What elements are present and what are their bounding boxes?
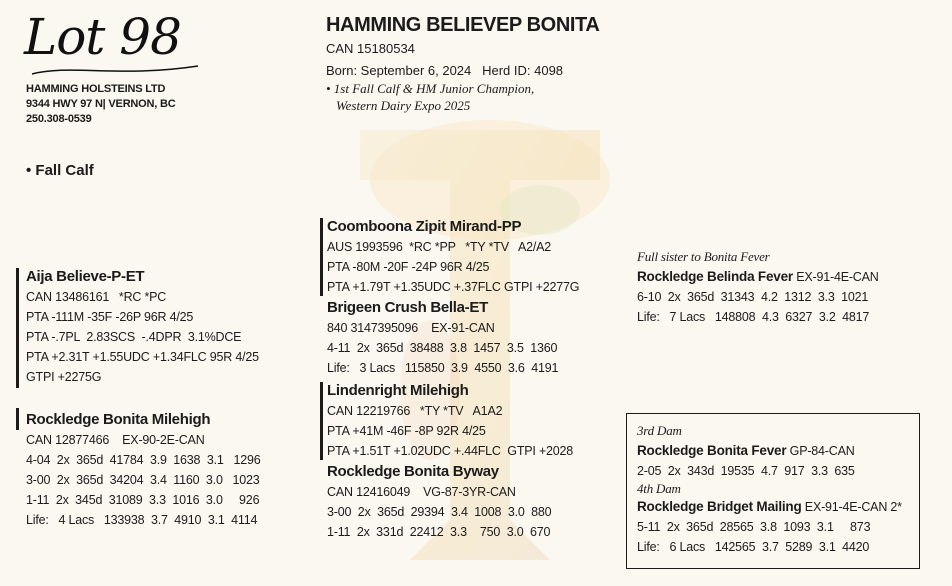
fourth-dam-label: 4th Dam [637, 481, 681, 496]
sire-sire-name: Coomboona Zipit Mirand-PP [327, 218, 522, 235]
dam-bracket [16, 408, 19, 430]
fourth-dam-line: 5-11 2x 365d 28565 3.8 1093 3.1 873 [637, 520, 871, 534]
animal-honors [326, 80, 534, 114]
dam-sire-line: PTA +1.51T +1.02UDC +.44FLC GTPI +2028 [327, 444, 574, 458]
dam-line: CAN 12877466 EX-90-2E-CAN [26, 433, 205, 447]
sire-line: PTA +2.31T +1.55UDC +1.34FLC 95R 4/25 [26, 350, 259, 364]
animal-born: Born: September 6, 2024 Herd ID: 4098 [326, 63, 564, 78]
dam-dam-line: 1-11 2x 331d 22412 3.3 750 3.0 670 [327, 525, 551, 539]
dam-dam-line: 3-00 2x 365d 29394 3.4 1008 3.0 880 [327, 505, 552, 519]
dam-sire-line: PTA +41M -46F -8P 92R 4/25 [327, 424, 486, 438]
dam-block [26, 410, 260, 530]
animal-name: HAMMING BELIEVEP BONITA [326, 14, 600, 36]
sister-line: Life: 7 Lacs 148808 4.3 6327 3.2 4817 [637, 310, 870, 324]
sire-dam-line: 4-11 2x 365d 38488 3.8 1457 3.5 1360 [327, 341, 558, 355]
sire-line: PTA -.7PL 2.83SCS -.4DPR 3.1%DCE [26, 330, 242, 344]
honor-line-2: Western Dairy Expo 2025 [336, 98, 471, 113]
sister-name: Rockledge Belinda Fever [637, 269, 793, 284]
fourth-dam-block [637, 480, 902, 557]
dam-line: Life: 4 Lacs 133938 3.7 4910 3.1 4114 [26, 513, 258, 527]
sire-sire-line: AUS 1993596 *RC *PP *TY *TV A2/A2 [327, 240, 552, 254]
sire-dam-line: Life: 3 Lacs 115850 3.9 4550 3.6 4191 [327, 361, 559, 375]
third-dam-line: 2-05 2x 343d 19535 4.7 917 3.3 635 [637, 464, 855, 478]
dam-line: 4-04 2x 365d 41784 3.9 1638 3.1 1296 [26, 453, 261, 467]
animal-reg: CAN 15180534 [326, 41, 415, 56]
sister-class: EX-91-4E-CAN [792, 270, 879, 284]
dam-line: 3-00 2x 365d 34204 3.4 1160 3.0 1023 [26, 473, 260, 487]
lot-flourish [30, 60, 200, 80]
class-label: • Fall Calf [26, 162, 94, 179]
sister-line: 6-10 2x 365d 31343 4.2 1312 3.3 1021 [637, 290, 869, 304]
dam-sire-name: Lindenright Milehigh [327, 382, 469, 399]
dam-dam-name: Rockledge Bonita Byway [327, 463, 499, 480]
dam-dam-block [327, 462, 551, 542]
lot-number: Lot 98 [24, 8, 181, 66]
sister-block [637, 247, 879, 327]
sire-line: PTA -111M -35F -26P 96R 4/25 [26, 310, 194, 324]
dam-line: 1-11 2x 345d 31089 3.3 1016 3.0 926 [26, 493, 260, 507]
dam-sire-block [327, 381, 573, 461]
consignor-name: HAMMING HOLSTEINS LTD [26, 83, 166, 95]
sire-line: GTPI +2275G [26, 370, 102, 384]
fourth-dam-class: EX-91-4E-CAN 2* [801, 500, 902, 514]
sire-dam-name: Brigeen Crush Bella-ET [327, 299, 488, 316]
fourth-dam-line: Life: 6 Lacs 142565 3.7 5289 3.1 4420 [637, 540, 870, 554]
sire-dam-block [327, 298, 558, 378]
consignor-block [26, 82, 175, 127]
dam-sire-bracket [320, 382, 323, 460]
sire-line: CAN 13486161 *RC *PC [26, 290, 167, 304]
fourth-dam-name: Rockledge Bridget Mailing [637, 499, 802, 514]
sire-sire-bracket [320, 218, 323, 296]
sire-sire-block [327, 217, 579, 297]
honor-line-1: • 1st Fall Calf & HM Junior Champion, [326, 81, 535, 96]
third-dam-block [637, 421, 855, 481]
sire-name: Aija Believe-P-ET [26, 268, 145, 285]
sire-sire-line: PTA +1.79T +1.35UDC +.37FLC GTPI +2277G [327, 280, 580, 294]
sister-note: Full sister to Bonita Fever [637, 249, 770, 264]
animal-registration [326, 38, 563, 82]
third-dam-label: 3rd Dam [637, 423, 682, 438]
sire-dam-line: 840 3147395096 EX-91-CAN [327, 321, 495, 335]
dam-dam-line: CAN 12416049 VG-87-3YR-CAN [327, 485, 516, 499]
sire-sire-line: PTA -80M -20F -24P 96R 4/25 [327, 260, 490, 274]
sire-bracket [16, 268, 19, 388]
sire-block [26, 267, 259, 387]
dam-name: Rockledge Bonita Milehigh [26, 411, 211, 428]
consignor-phone: 250.308-0539 [26, 113, 92, 125]
third-dam-name: Rockledge Bonita Fever [637, 443, 787, 458]
third-dam-class: GP-84-CAN [786, 444, 855, 458]
dam-sire-line: CAN 12219766 *TY *TV A1A2 [327, 404, 503, 418]
consignor-address: 9344 HWY 97 N| VERNON, BC [26, 98, 176, 110]
